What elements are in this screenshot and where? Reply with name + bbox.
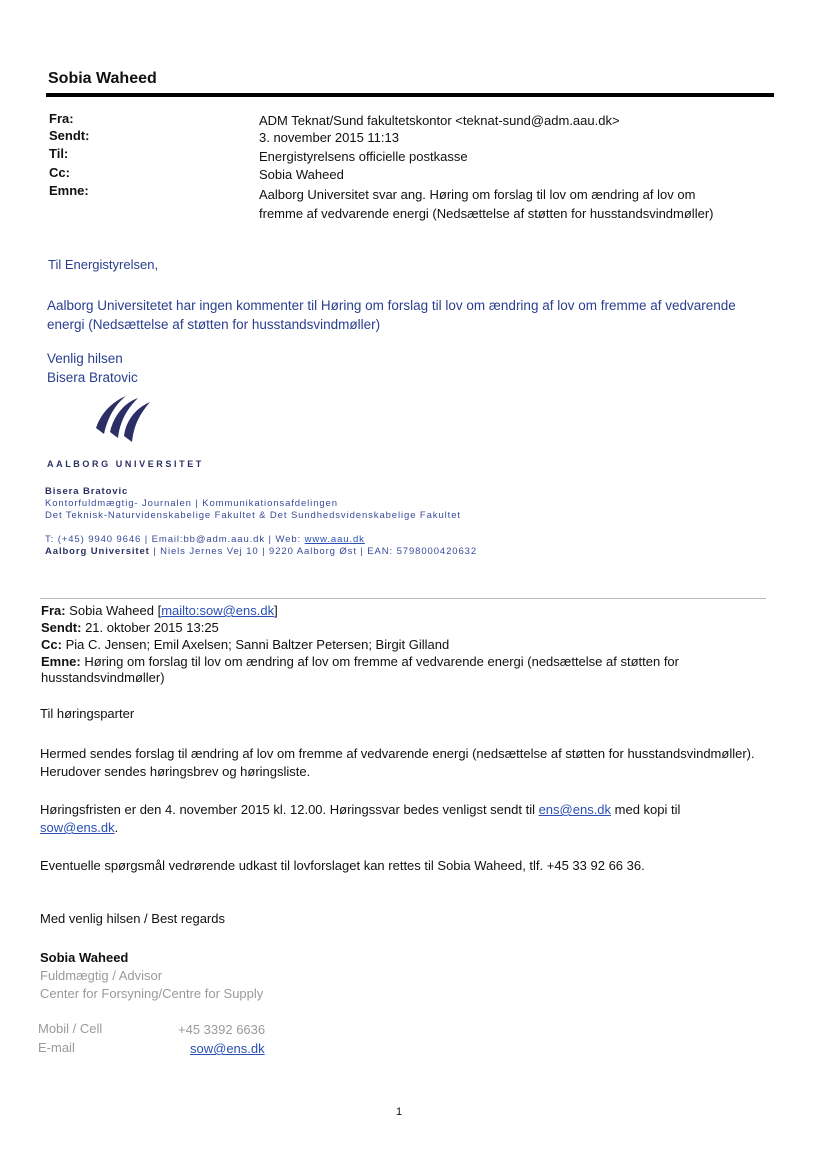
aalborg-university-logo	[92, 388, 158, 444]
header-label-sent: Sendt:	[49, 128, 90, 143]
header-label-subject: Emne:	[49, 183, 89, 198]
forward-sent-label: Sendt:	[41, 620, 82, 635]
forward-subject-label: Emne:	[41, 654, 81, 669]
header-label-from: Fra:	[49, 111, 74, 126]
forward-cc-value: Pia C. Jensen; Emil Axelsen; Sanni Baltzer Petersen; Birgit Gilland	[61, 637, 450, 652]
header-value-sent: 3. november 2015 11:13	[259, 130, 399, 145]
email-label: E-mail	[38, 1040, 75, 1055]
signature-address	[45, 546, 477, 557]
header-value-to: Energistyrelsens officielle postkasse	[259, 149, 468, 164]
forward-salutation: Til høringsparter	[40, 706, 135, 721]
sow-email-link[interactable]: sow@ens.dk	[40, 820, 115, 835]
forward-paragraph-1: Hermed sendes forslag til ændring af lov om fremme af vedvarende energi (nedsættelse af støtten for husstandsvindmøller). Herudover sendes høringsbrev og høringsliste.	[40, 746, 755, 779]
forward-cc-label: Cc:	[41, 637, 62, 652]
forward-subject-line2: husstandsvindmøller)	[41, 670, 165, 685]
forward-signature-department: Center for Forsyning/Centre for Supply	[40, 986, 264, 1001]
forward-paragraph-2-end: .	[114, 820, 119, 835]
ens-email-link[interactable]: ens@ens.dk	[538, 802, 612, 817]
forward-subject	[41, 654, 679, 669]
header-value-subject: Aalborg Universitet svar ang. Høring om forslag til lov om ændring af lov om	[259, 187, 696, 202]
reply-closing-line: Venlig hilsen	[47, 351, 123, 366]
forward-paragraph-3: Eventuelle spørgsmål vedrørende udkast til lovforslaget kan rettes til Sobia Waheed, tlf. +45 33 92 66 36.	[40, 858, 645, 873]
mobile-value: +45 3392 6636	[178, 1022, 266, 1037]
reply-greeting: Til Energistyrelsen,	[48, 257, 159, 272]
forward-from	[41, 603, 278, 618]
forward-paragraph-2	[40, 801, 760, 837]
logo-wordmark: AALBORG UNIVERSITET	[47, 459, 204, 469]
signature-contact	[45, 534, 365, 545]
mobile-label: Mobil / Cell	[38, 1021, 103, 1036]
reply-sender-name: Bisera Bratovic	[47, 370, 138, 385]
forward-regards: Med venlig hilsen / Best regards	[40, 911, 225, 926]
forward-separator	[40, 598, 766, 599]
forward-paragraph-2-mid: med kopi til	[611, 802, 681, 817]
forward-from-value: Sobia Waheed [	[65, 603, 162, 618]
forward-subject-value: Høring om forslag til lov om ændring af lov om fremme af vedvarende energi (nedsættelse af støtten for	[80, 654, 679, 669]
header-rule	[46, 93, 774, 97]
header-value-from: ADM Teknat/Sund fakultetskontor <teknat-sund@adm.aau.dk>	[259, 113, 620, 128]
signature-email-link[interactable]: sow@ens.dk	[190, 1041, 265, 1056]
forward-cc	[41, 637, 449, 652]
forward-from-label: Fra:	[41, 603, 66, 618]
header-value-cc: Sobia Waheed	[259, 167, 344, 182]
reply-body: Aalborg Universitetet har ingen kommenter til Høring om forslag til lov om ændring af lov om fremme af vedvarende energi (Nedsættelse af støtten for husstandsvindmøller)	[47, 298, 736, 332]
signature-name: Bisera Bratovic	[45, 486, 129, 497]
forward-signature-title: Fuldmægtig / Advisor	[40, 968, 163, 983]
header-value-subject-line2: fremme af vedvarende energi (Nedsættelse af støtten for husstandsvindmøller)	[259, 206, 714, 221]
signature-address-text: | Niels Jernes Vej 10 | 9220 Aalborg Øst | EAN: 5798000420632	[149, 546, 478, 557]
page-number: 1	[396, 1106, 403, 1118]
document-owner-name: Sobia Waheed	[48, 70, 157, 87]
forward-sent-value: 21. oktober 2015 13:25	[81, 620, 219, 635]
forward-paragraph-2-text: Høringsfristen er den 4. november 2015 kl. 12.00. Høringssvar bedes venligst sendt til	[40, 802, 539, 817]
forward-sent	[41, 620, 219, 635]
signature-title: Kontorfuldmægtig- Journalen | Kommunikationsafdelingen	[45, 498, 338, 509]
reply-closing	[47, 349, 138, 387]
forward-mailto-link[interactable]: mailto:sow@ens.dk	[161, 603, 275, 618]
signature-org: Aalborg Universitet	[45, 546, 150, 557]
forward-from-end: ]	[274, 603, 278, 618]
header-label-to: Til:	[49, 146, 69, 161]
signature-web-link[interactable]: www.aau.dk	[304, 534, 365, 545]
forward-signature-name: Sobia Waheed	[40, 950, 129, 965]
signature-contact-text: T: (+45) 9940 9646 | Email:bb@adm.aau.dk | Web:	[45, 534, 305, 545]
header-label-cc: Cc:	[49, 165, 70, 180]
signature-faculty: Det Teknisk-Naturvidenskabelige Fakultet & Det Sundhedsvidenskabelige Fakultet	[45, 510, 461, 521]
